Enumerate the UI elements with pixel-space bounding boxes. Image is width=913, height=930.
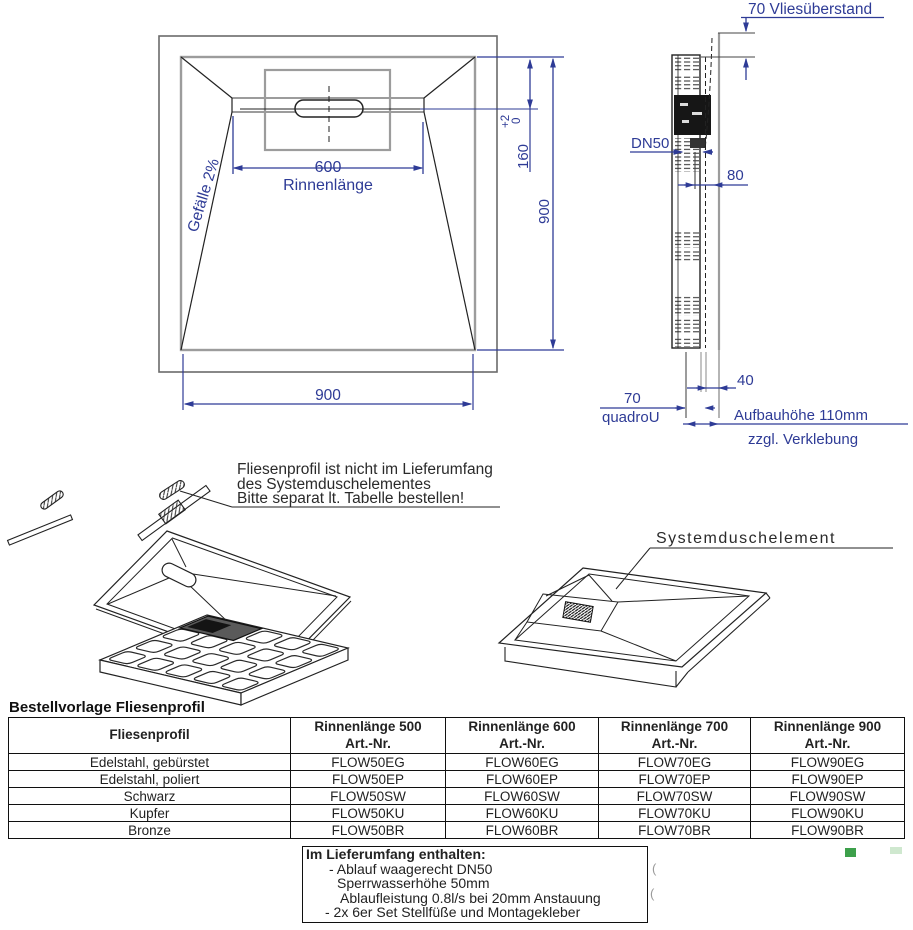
profile-name-cell: Edelstahl, poliert (9, 771, 291, 788)
scan-artifact-mark: ( (650, 886, 655, 901)
dim-40-label: 40 (737, 372, 754, 389)
iso-shower-element (499, 568, 770, 687)
scan-artifact-green (845, 848, 856, 857)
rinnenlaenge-label: Rinnenlänge (283, 177, 373, 194)
art-nr-cell: FLOW60EG (446, 754, 599, 771)
art-nr-cell: FLOW70KU (599, 805, 751, 822)
section-view-drawing (600, 1, 908, 448)
col-header-fliesenprofil: Fliesenprofil (9, 718, 291, 754)
verklebung-label: zzgl. Verklebung (748, 431, 859, 448)
dim-vlies (741, 18, 884, 81)
scan-artifact-mark: ( (652, 861, 657, 876)
profile-name-cell: Edelstahl, gebürstet (9, 754, 291, 771)
scope-of-delivery-box (302, 846, 648, 923)
art-nr-cell: FLOW50SW (291, 788, 446, 805)
order-table-header-row (9, 718, 905, 754)
table-row (9, 805, 905, 822)
art-nr-cell: FLOW60BR (446, 822, 599, 839)
gefaelle-label: Gefälle 2% (184, 156, 223, 235)
dim-70-label: 70 (624, 390, 641, 407)
col-header-line1: Rinnenlänge 700 (620, 718, 729, 734)
col-header-rinnenlaenge-700 (599, 718, 751, 754)
section-dashed-edges (705, 38, 712, 348)
dim-160-label: 160 (515, 143, 532, 169)
dim-900-right-label: 900 (536, 198, 553, 224)
art-nr-cell: FLOW90SW (751, 788, 905, 805)
table-row (9, 771, 905, 788)
art-nr-cell: FLOW50KU (291, 805, 446, 822)
art-nr-cell: FLOW60SW (446, 788, 599, 805)
table-row (9, 788, 905, 805)
technical-drawing (0, 0, 913, 456)
art-nr-cell: FLOW70BR (599, 822, 751, 839)
quadro-label: quadroU (602, 409, 660, 426)
scan-artifact-green-faint (890, 847, 902, 854)
art-nr-cell: FLOW90EG (751, 754, 905, 771)
dim-80-label: 80 (727, 167, 744, 184)
aufbau-label: Aufbauhöhe 110mm (734, 407, 868, 424)
scope-box-item: Ablaufleistung 0.8l/s bei 20mm Anstauung (340, 889, 601, 906)
dim-160-tol-zero: 0 (511, 117, 523, 124)
art-nr-cell: FLOW70EG (599, 754, 751, 771)
col-header-rinnenlaenge-600 (446, 718, 599, 754)
art-nr-cell: FLOW70EP (599, 771, 751, 788)
dim-900-bottom-label: 900 (315, 387, 341, 404)
order-table-title: Bestellvorlage Fliesenprofil (9, 699, 205, 716)
scope-box-item: - Ablauf waagerecht DN50 (329, 860, 493, 877)
vlies-label: 70 Vliesüberstand (748, 1, 873, 18)
note-line-1: Fliesenprofil ist nicht im Lieferumfang (237, 461, 493, 478)
art-nr-cell: FLOW50EP (291, 771, 446, 788)
scope-box-title: Im Lieferumfang enthalten: (306, 846, 486, 862)
art-nr-cell: FLOW50EG (291, 754, 446, 771)
dn50-label: DN50 (631, 135, 670, 152)
art-nr-cell: FLOW90BR (751, 822, 905, 839)
dim-600-label: 600 (314, 159, 342, 176)
col-header-line2: Art.-Nr. (499, 735, 545, 751)
exploded-view-drawing (0, 455, 520, 703)
plan-view-drawing (159, 36, 564, 410)
profile-name-cell: Schwarz (9, 788, 291, 805)
col-header-line1: Rinnenlänge 900 (773, 718, 882, 734)
col-header-line2: Art.-Nr. (345, 735, 391, 751)
order-table (8, 717, 905, 839)
scope-box-item: Sperrwasserhöhe 50mm (337, 875, 490, 892)
table-row (9, 822, 905, 839)
art-nr-cell: FLOW50BR (291, 822, 446, 839)
iso-label: Systemduschelement (656, 530, 836, 547)
scope-box-item: - 2x 6er Set Stellfüße und Montagekleber (325, 904, 581, 921)
note-line-3: Bitte separat lt. Tabelle bestellen! (237, 490, 465, 507)
profile-name-cell: Kupfer (9, 805, 291, 822)
profile-name-cell: Bronze (9, 822, 291, 839)
note-line-2: des Systemduschelementes (237, 476, 431, 493)
col-header-line1: Rinnenlänge 600 (468, 718, 576, 734)
dim-160-tol-plus: +2 (500, 114, 512, 128)
col-header-line2: Art.-Nr. (651, 735, 698, 751)
art-nr-cell: FLOW90EP (751, 771, 905, 788)
art-nr-cell: FLOW90KU (751, 805, 905, 822)
col-header-line1: Rinnenlänge 500 (314, 718, 422, 734)
col-header-rinnenlaenge-500 (291, 718, 446, 754)
col-header-rinnenlaenge-900 (751, 718, 905, 754)
art-nr-cell: FLOW60KU (446, 805, 599, 822)
col-header-line2: Art.-Nr. (804, 735, 851, 751)
table-row (9, 754, 905, 771)
art-nr-cell: FLOW60EP (446, 771, 599, 788)
iso-view-drawing (470, 515, 913, 700)
art-nr-cell: FLOW70SW (599, 788, 751, 805)
